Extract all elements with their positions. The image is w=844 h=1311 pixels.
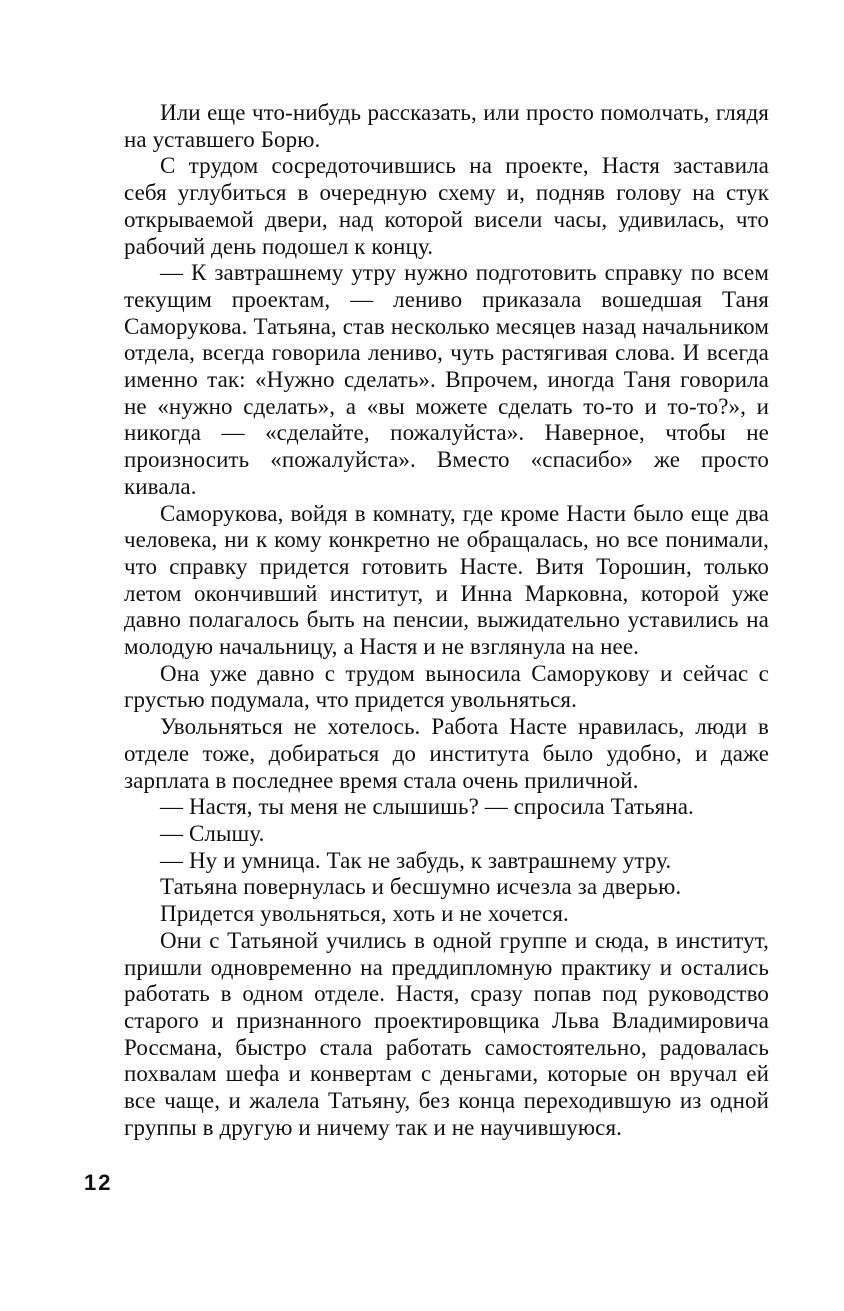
paragraph-11: Придется увольняться, хоть и не хочется.: [160, 901, 569, 927]
paragraph-1: Или еще что-нибудь рассказать, или просто помолчать, глядя на уставшего Борю.: [124, 100, 769, 152]
paragraph-10: Татьяна повернулась и бесшумно исчезла за дверью.: [160, 874, 682, 900]
body-text: [124, 100, 769, 1141]
paragraph-5: Она уже давно с трудом выносила Саморукову и сейчас с грустью подумала, что придется увольняться.: [124, 660, 769, 713]
paragraph-8: — Слышу.: [160, 820, 265, 846]
paragraph-4: Саморукова, войдя в комнату, где кроме Насти было еще два человека, ни к кому конкретно не обращалась, но все понимали, что справку придется готовить Насте. Витя Торошин, только летом окончивший институт, и Инна Марковна, которой уже давно полагалось быть на пенсии, выжидательно уставились на молодую начальницу, а Настя и не взглянула на нее.: [124, 500, 769, 660]
page-number: 12: [84, 1170, 113, 1195]
paragraph-3: — К завтрашнему утру нужно подготовить справку по всем текущим проектам, — лениво приказала вошедшая Таня Саморукова. Татьяна, став несколько месяцев назад начальником отдела, всегда говорила лениво, чуть растягивая слова. И всегда именно так: «Нужно сделать». Впрочем, иногда Таня говорила не «нужно сделать», а «вы можете сделать то-то и то-то?», и никогда — «сделайте, пожалуйста». Наверное, чтобы не произносить «пожалуйста». Вместо «спасибо» же просто кивала.: [124, 260, 769, 499]
paragraph-2: С трудом сосредоточившись на проекте, Настя заставила себя углубиться в очередную схему и, подняв голову на стук открываемой двери, над которой висели часы, удивилась, что рабочий день подошел к концу.: [124, 153, 769, 259]
paragraph-9: — Ну и умница. Так не забудь, к завтрашнему утру.: [160, 847, 672, 873]
paragraph-6: Увольняться не хотелось. Работа Насте нравилась, люди в отделе тоже, добираться до института было удобно, и даже зарплата в последнее время стала очень приличной.: [124, 714, 769, 793]
paragraph-7: — Настя, ты меня не слышишь? — спросила Татьяна.: [160, 794, 694, 820]
paragraph-12: Они с Татьяной учились в одной группе и сюда, в институт, пришли одновременно на преддипломную практику и остались работать в одном отделе. Настя, сразу попав под руководство старого и признанного проектировщика Льва Владимировича Россмана, быстро стала работать самостоятельно, радовалась похвалам шефа и конвертам с деньгами, которые он вручал ей все чаще, и жалела Татьяну, без конца переходившую из одной группы в другую и ничему так и не научившуюся.: [124, 927, 769, 1140]
